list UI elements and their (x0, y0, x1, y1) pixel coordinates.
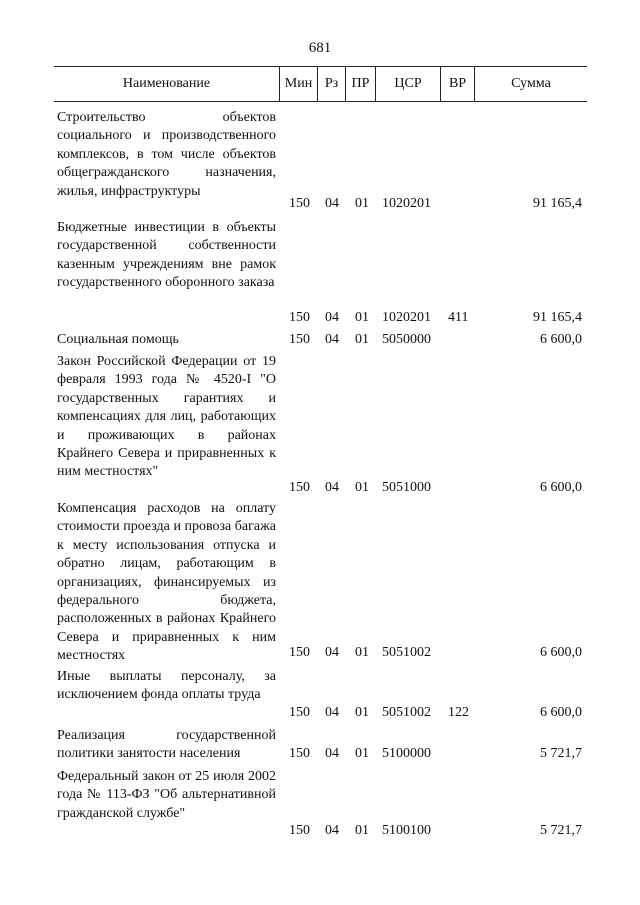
row-rz: 04 (325, 645, 339, 660)
row-min: 150 (289, 332, 310, 347)
row-csr: 5100100 (382, 823, 431, 838)
header-min: Мин (279, 67, 317, 101)
row-csr: 5051002 (382, 705, 431, 720)
row-sum: 6 600,0 (540, 480, 582, 495)
row-csr: 1020201 (382, 196, 431, 211)
row-csr: 1020201 (382, 310, 431, 325)
row-name: Закон Российской Федерации от 19 февраля 1993 года № 4520-I "О государственных гарантиях и компенсациях для лиц, работающих и проживающих в районах Крайнего Севера и приравненных к ним местностях" (57, 354, 276, 480)
row-pr: 01 (355, 645, 369, 660)
table-header (54, 66, 587, 102)
row-rz: 04 (325, 705, 339, 720)
row-sum: 91 165,4 (533, 196, 582, 211)
header-pr: ПР (345, 67, 375, 101)
header-csr: ЦСР (375, 67, 440, 101)
row-name: Компенсация расходов на оплату стоимости проезда и провоза багажа к месту использования отпуска и обратно лицам, работающим в организациях, финансируемых из федерального бюджета, расположенных в районах Крайнего Севера и приравненных к ним местностях (57, 501, 276, 664)
row-csr: 5051000 (382, 480, 431, 495)
row-sum: 5 721,7 (540, 746, 582, 761)
row-min: 150 (289, 196, 310, 211)
page-number: 681 (308, 40, 332, 56)
row-pr: 01 (355, 332, 369, 347)
row-rz: 04 (325, 332, 339, 347)
row-pr: 01 (355, 196, 369, 211)
row-name: Федеральный закон от 25 июля 2002 года № 113-ФЗ "Об альтернативной гражданской службе" (57, 769, 276, 821)
header-name: Наименование (122, 76, 211, 91)
row-pr: 01 (355, 310, 369, 325)
row-rz: 04 (325, 196, 339, 211)
row-min: 150 (289, 823, 310, 838)
row-name: Бюджетные инвестиции в объекты государственной собственности казенным учреждениям вне рамок государственного оборонного заказа (57, 220, 276, 291)
row-rz: 04 (325, 480, 339, 495)
row-pr: 01 (355, 480, 369, 495)
row-min: 150 (289, 480, 310, 495)
row-csr: 5051002 (382, 645, 431, 660)
row-vr: 411 (448, 310, 469, 325)
row-rz: 04 (325, 823, 339, 838)
row-csr: 5100000 (382, 746, 431, 761)
row-vr: 122 (448, 705, 469, 720)
row-rz: 04 (325, 310, 339, 325)
header-sum: Сумма (474, 67, 587, 101)
row-rz: 04 (325, 746, 339, 761)
row-min: 150 (289, 746, 310, 761)
row-pr: 01 (355, 746, 369, 761)
row-pr: 01 (355, 705, 369, 720)
row-sum: 6 600,0 (540, 705, 582, 720)
row-csr: 5050000 (382, 332, 431, 347)
row-min: 150 (289, 645, 310, 660)
row-name: Строительство объектов социального и производственного комплексов, в том числе объектов общегражданского назначения, жилья, инфраструктуры (57, 110, 276, 199)
row-min: 150 (289, 705, 310, 720)
row-pr: 01 (355, 823, 369, 838)
row-name: Социальная помощь (57, 332, 179, 347)
row-sum: 5 721,7 (540, 823, 582, 838)
row-min: 150 (289, 310, 310, 325)
row-sum: 6 600,0 (540, 332, 582, 347)
row-name: Иные выплаты персоналу, за исключением фонда оплаты труда (57, 669, 276, 703)
header-rz: Рз (317, 67, 345, 101)
row-name: Реализация государственной политики занятости населения (57, 728, 276, 762)
row-sum: 6 600,0 (540, 645, 582, 660)
row-sum: 91 165,4 (533, 310, 582, 325)
header-vr: ВР (440, 67, 474, 101)
